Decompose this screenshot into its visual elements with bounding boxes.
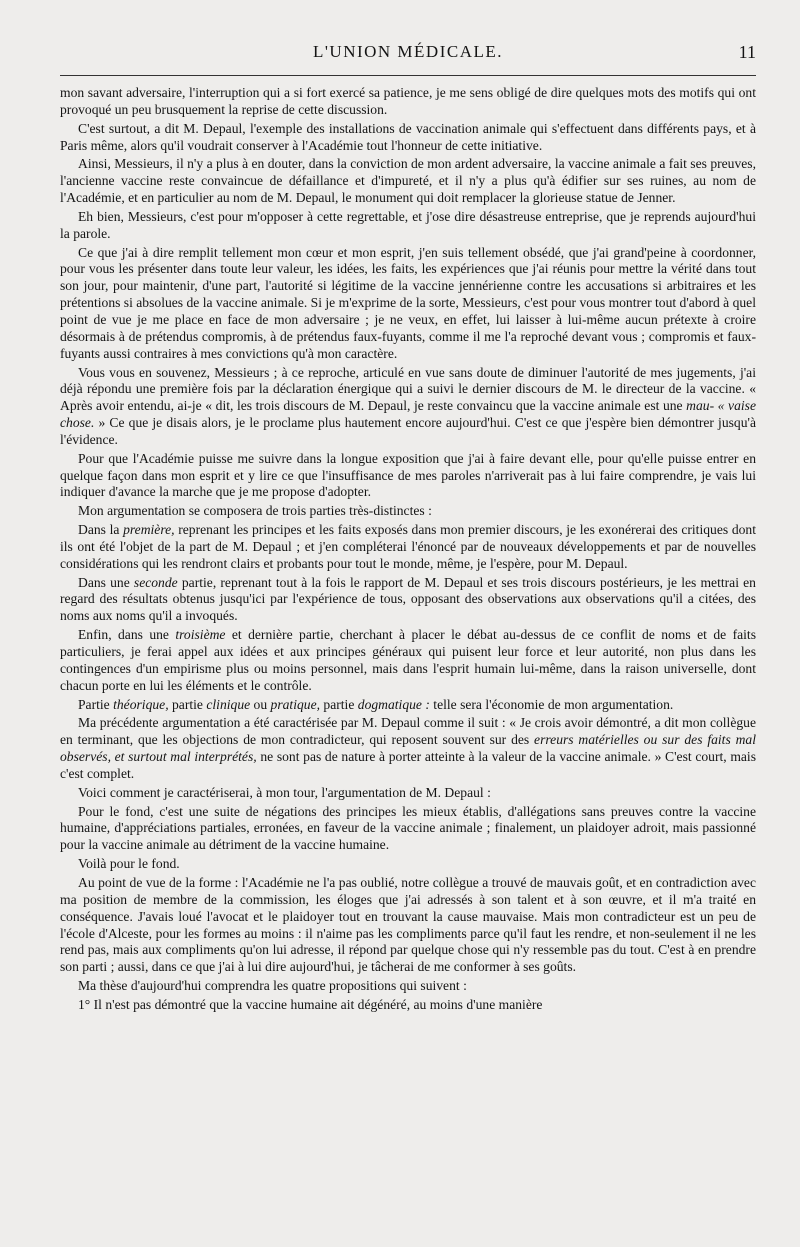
text-run: Ainsi, Messieurs, il n'y a plus à en douter, dans la conviction de mon ardent adversaire, la vaccine animale a fait ses preuves, l'ancienne vaccine reste convaincue de défaillance et d'impureté, et il n'y a plus qu'à édifier sur ses ruines, au nom de l'Académie, et en particulier au nom de M. Depaul, le monument qui doit remplacer la glorieuse statue de Jenner. (60, 156, 756, 206)
paragraph (60, 575, 756, 626)
text-run: C'est surtout, a dit M. Depaul, l'exemple des installations de vaccination animale qui s'effectuent dans différents pays, et à Paris même, alors qu'il voudrait conserver à l'Académie tout l'honneur de cette initiative. (60, 120, 756, 153)
text-run: partie (320, 696, 358, 712)
text-run: Voilà pour le fond. (78, 856, 180, 872)
paragraph (60, 785, 756, 802)
paragraph (60, 697, 756, 714)
paragraph (60, 978, 756, 995)
page-number: 11 (738, 42, 756, 62)
italic-run: dogmatique : (357, 696, 430, 712)
paragraph (60, 804, 756, 855)
paragraph (60, 121, 756, 155)
text-run: Pour que l'Académie puisse me suivre dans la longue exposition que j'ai à faire devant elle, pour qu'elle puisse entrer en quelque façon dans mon esprit et y lire ce que l'insuffisance de mes paroles n'arriverait pas à lui faire comprendre, je vais lui indiquer d'avance la marche que je me propose d'adopter. (60, 450, 756, 500)
italic-run: première, (123, 522, 175, 538)
italic-run: erreurs matérielles ou sur des faits mal observés, et surtout mal interprétés, (60, 732, 756, 765)
text-run: 1° Il n'est pas démontré que la vaccine humaine ait dégénéré, au moins d'une manière (78, 996, 543, 1012)
text-run: partie, reprenant tout à la fois le rapport de M. Depaul et ses trois discours postérieurs, je les mettrai en regard des résultats obtenus jusqu'ici par l'expérience de tous, opposant des observations aux observations qu'il a citées, des noms aux noms qu'il a invoqués. (60, 574, 756, 624)
paragraph (60, 875, 756, 976)
italic-run: théorique, (113, 696, 169, 712)
paragraph (60, 856, 756, 873)
paragraph (60, 997, 756, 1014)
text-run: Enfin, dans une (78, 627, 176, 643)
italic-run: clinique (206, 696, 251, 712)
text-run: Ma thèse d'aujourd'hui comprendra les quatre propositions qui suivent : (78, 978, 467, 994)
italic-run: troisième (175, 627, 226, 643)
paragraph (60, 365, 756, 449)
text-run: Eh bien, Messieurs, c'est pour m'opposer à cette regrettable, et j'ose dire désastreuse entreprise, que je reprends aujourd'hui la parole. (60, 208, 756, 241)
text-run: Partie (78, 696, 114, 712)
running-title: L'UNION MÉDICALE. (312, 42, 504, 61)
text-run: Pour le fond, c'est une suite de négations des principes les mieux établis, d'allégations sans preuves contre la vaccine humaine, d'appréciations partiales, erronées, en faveur de la vaccine animale ; finalement, un plaidoyer adroit, mais passionné pour la vaccine animale au détriment de la vaccine humaine. (60, 803, 756, 853)
text-run: partie (168, 696, 207, 712)
italic-run: mau- « vaise chose. (60, 398, 756, 431)
paragraph (60, 156, 756, 207)
paragraph (60, 209, 756, 243)
page-header (60, 0, 756, 64)
italic-run: pratique, (270, 696, 321, 712)
header-rule (60, 75, 756, 76)
text-run: » Ce que je disais alors, je le proclame plus hautement encore aujourd'hui. C'est ce que j'espère bien démontrer jusqu'à l'évidence. (60, 415, 756, 447)
text-run: et dernière partie, cherchant à placer le débat au-dessus de ce conflit de noms et de faits particuliers, je ferai appel aux idées et aux principes généraux qui puisent leur force et leur autorité, non plus dans les contingences d'un empirisme plus ou moins personnel, mais dans l'esprit humain lui-même, dans la raison universelle, dont chacun porte en lui les éléments et le contrôle. (60, 627, 756, 693)
text-run: Ce que j'ai à dire remplit tellement mon cœur et mon esprit, j'en suis tellement obsédé, que j'ai grand'peine à coordonner, pour vous les présenter dans toute leur valeur, les idées, les faits, les expériences que j'ai réunis pour mettre la vérité dans tout son jour, pour maintenir, d'une part, l'autorité si légitime de la vaccine jennérienne contre les accusations si arbitraires et les prétentions si absolues de la vaccine animale. Si je m'exprime de la sorte, Messieurs, c'est pour vous montrer tout d'abord à quel point de vue je me place en face de mon adversaire ; je ne veux, en effet, lui laisser à lui-même aucun prétexte à croire désormais à de prétendus compromis, à de prétendus faux-fuyants, comme il me l'a reproché devant vous ; compromis et faux-fuyants aussi contraires à mes convictions qu'à mon caractère. (60, 244, 756, 361)
text-run: Mon argumentation se composera de trois parties très-distinctes : (78, 503, 432, 519)
paragraph (60, 451, 756, 502)
text-run: telle sera l'économie de mon argumentation. (429, 696, 674, 712)
paragraph (60, 245, 756, 363)
text-run: Dans la (78, 522, 124, 538)
paragraph (60, 627, 756, 694)
text-run: ou (250, 696, 271, 712)
text-run: Dans une (78, 574, 134, 590)
text-run: Ma précédente argumentation a été caractérisée par M. Depaul comme il suit : « Je crois avoir démontré, a dit mon collègue en terminant, que les objections de mon contradicteur, qui reposent souvent sur des (60, 715, 756, 748)
paragraph (60, 715, 756, 782)
paragraph (60, 85, 756, 119)
text-run: Voici comment je caractériserai, à mon tour, l'argumentation de M. Depaul : (78, 784, 491, 800)
paragraph (60, 503, 756, 520)
text-run: ne sont pas de nature à porter atteinte à la valeur de la vaccine animale. » C'est court, mais c'est complet. (60, 749, 756, 781)
text-run: mon savant adversaire, l'interruption qui a si fort exercé sa patience, je me sens obligé de dire quelques mots des motifs qui ont provoqué un peu brusquement la reprise de cette discussion. (60, 85, 756, 117)
text-run: Vous vous en souvenez, Messieurs ; à ce reproche, articulé en vue sans doute de diminuer l'autorité de mes jugements, j'ai déjà répondu une première fois par la déclaration énergique qui a suivi le dernier discours de M. le directeur de la vaccine. « Après avoir entendu, ai-je « dit, les trois discours de M. Depaul, je reste convaincu que la vaccine animale est une (60, 364, 756, 414)
italic-run: seconde (133, 574, 178, 590)
text-run: Au point de vue de la forme : l'Académie ne l'a pas oublié, notre collègue a trouvé de mauvais goût, et en contradiction avec ma position de membre de la commission, les éloges que j'ai adressés à son talent et à son œuvre, et il m'a traité en conséquence. J'avais loué l'avocat et le plaidoyer tout en trouvant la cause mauvaise. Mais mon contradicteur est un peu de l'école d'Alceste, pour les formes au moins : il n'aime pas les compliments parce qu'il faut les rendre, et non-seulement il ne les rend pas, mais aux compliments qu'on lui adresse, il répond par quelque chose qui n'y ressemble pas du tout. C'est à en prendre son parti ; aussi, dans ce que j'ai à lui dire aujourd'hui, je tâcherai de me conformer à ses goûts. (60, 874, 756, 975)
text-run: reprenant les principes et les faits exposés dans mon premier discours, je les exonérerai des critiques dont ils ont été l'objet de la part de M. Depaul ; et j'en compléterai l'énoncé par de nouveaux développements et par de nouvelles considérations qui les rendront clairs et probants pour tout le monde, même, je l'espère, pour M. Depaul. (60, 522, 756, 571)
body-text (60, 85, 756, 1016)
paragraph (60, 522, 756, 573)
